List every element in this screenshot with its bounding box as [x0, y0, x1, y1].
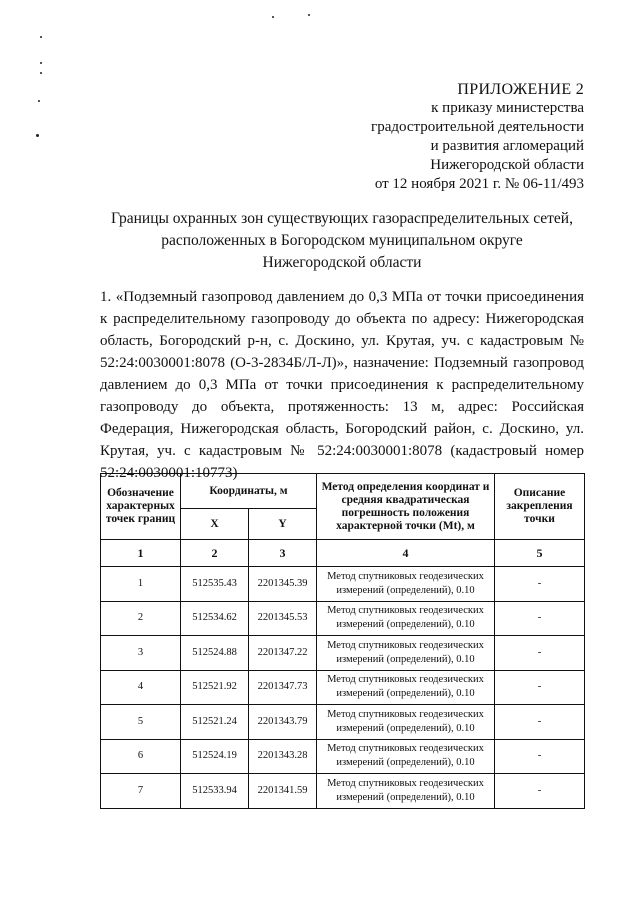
appendix-heading: ПРИЛОЖЕНИЕ 2 [457, 81, 584, 98]
table-row [101, 567, 585, 602]
appendix-line: и развития агломераций [430, 138, 584, 154]
cell-method: Метод спутниковых геодезических измерений (определений), 0.10 [317, 670, 495, 705]
cell-y: 2201345.53 [249, 601, 317, 636]
scan-speck [40, 72, 42, 74]
table-row [101, 739, 585, 774]
scan-speck [272, 16, 274, 18]
cell-point: 3 [101, 636, 181, 671]
header-coordinates: Координаты, м [181, 474, 317, 509]
column-number: 3 [249, 540, 317, 567]
document-title [64, 208, 620, 274]
object-description: 1. «Подземный газопровод давлением до 0,3 МПа от точки присоединения к распределительному газопроводу до объекта по адресу: Нижегородская область, Богородский р-н, с. Доскино, ул. Крутая, уч. с кадастровым № 52:24:0030001:8078 (О-3-2834Б/Л-Л)», назначение: Подземный газопровод давлением до 0,3 МПа от точки присоединения к распределительному газопроводу до объекта, протяженность: 13 м, адрес: Российская Федерация, Нижегородская область, Богородский район, с. Доскино, ул. Крутая, уч. с кадастровым № 52:24:0030001:8078 (кадастровый номер 52:24:0030001:10773) [100, 289, 584, 481]
appendix-line: к приказу министерства [431, 100, 584, 116]
cell-point: 1 [101, 567, 181, 602]
title-line: расположенных в Богородском муниципальном округе [161, 232, 523, 249]
cell-description: - [495, 705, 585, 740]
cell-method: Метод спутниковых геодезических измерений (определений), 0.10 [317, 705, 495, 740]
cell-method: Метод спутниковых геодезических измерений (определений), 0.10 [317, 567, 495, 602]
column-number: 1 [101, 540, 181, 567]
title-line: Нижегородской области [262, 254, 422, 271]
cell-method: Метод спутниковых геодезических измерений (определений), 0.10 [317, 636, 495, 671]
scan-speck [40, 36, 42, 38]
cell-x: 512524.88 [181, 636, 249, 671]
cell-x: 512521.92 [181, 670, 249, 705]
cell-method: Метод спутниковых геодезических измерений (определений), 0.10 [317, 601, 495, 636]
column-number: 4 [317, 540, 495, 567]
scan-speck [36, 134, 39, 137]
header-x: X [181, 509, 249, 540]
cell-y: 2201343.28 [249, 739, 317, 774]
table-row [101, 774, 585, 809]
appendix-line: Нижегородской области [430, 157, 584, 173]
cell-y: 2201341.59 [249, 774, 317, 809]
header-y: Y [249, 509, 317, 540]
cell-point: 4 [101, 670, 181, 705]
cell-point: 7 [101, 774, 181, 809]
title-line: Границы охранных зон существующих газораспределительных сетей, [111, 210, 573, 227]
cell-description: - [495, 774, 585, 809]
cell-method: Метод спутниковых геодезических измерений (определений), 0.10 [317, 739, 495, 774]
appendix-line: от 12 ноября 2021 г. № 06-11/493 [374, 176, 584, 192]
cell-x: 512534.62 [181, 601, 249, 636]
cell-description: - [495, 601, 585, 636]
cell-y: 2201343.79 [249, 705, 317, 740]
cell-point: 6 [101, 739, 181, 774]
cell-y: 2201347.73 [249, 670, 317, 705]
table-row [101, 705, 585, 740]
cell-point: 5 [101, 705, 181, 740]
cell-method: Метод спутниковых геодезических измерений (определений), 0.10 [317, 774, 495, 809]
appendix-line: градостроительной деятельности [371, 119, 584, 135]
scan-speck [38, 100, 40, 102]
cell-y: 2201347.22 [249, 636, 317, 671]
table-row [101, 670, 585, 705]
header-description: Описание закрепления точки [495, 474, 585, 540]
table-row [101, 636, 585, 671]
header-designation: Обозначение характерных точек границ [101, 474, 181, 540]
cell-x: 512524.19 [181, 739, 249, 774]
appendix-block [371, 80, 584, 194]
column-number: 2 [181, 540, 249, 567]
scan-speck [308, 14, 310, 16]
cell-x: 512533.94 [181, 774, 249, 809]
coordinates-table [100, 473, 585, 809]
scan-speck [40, 62, 42, 64]
cell-y: 2201345.39 [249, 567, 317, 602]
table-row [101, 601, 585, 636]
cell-x: 512535.43 [181, 567, 249, 602]
cell-description: - [495, 739, 585, 774]
cell-description: - [495, 567, 585, 602]
cell-x: 512521.24 [181, 705, 249, 740]
cell-description: - [495, 670, 585, 705]
header-method: Метод определения координат и средняя квадратическая погрешность положения характерной точки (Mt), м [317, 474, 495, 540]
column-number: 5 [495, 540, 585, 567]
cell-point: 2 [101, 601, 181, 636]
cell-description: - [495, 636, 585, 671]
